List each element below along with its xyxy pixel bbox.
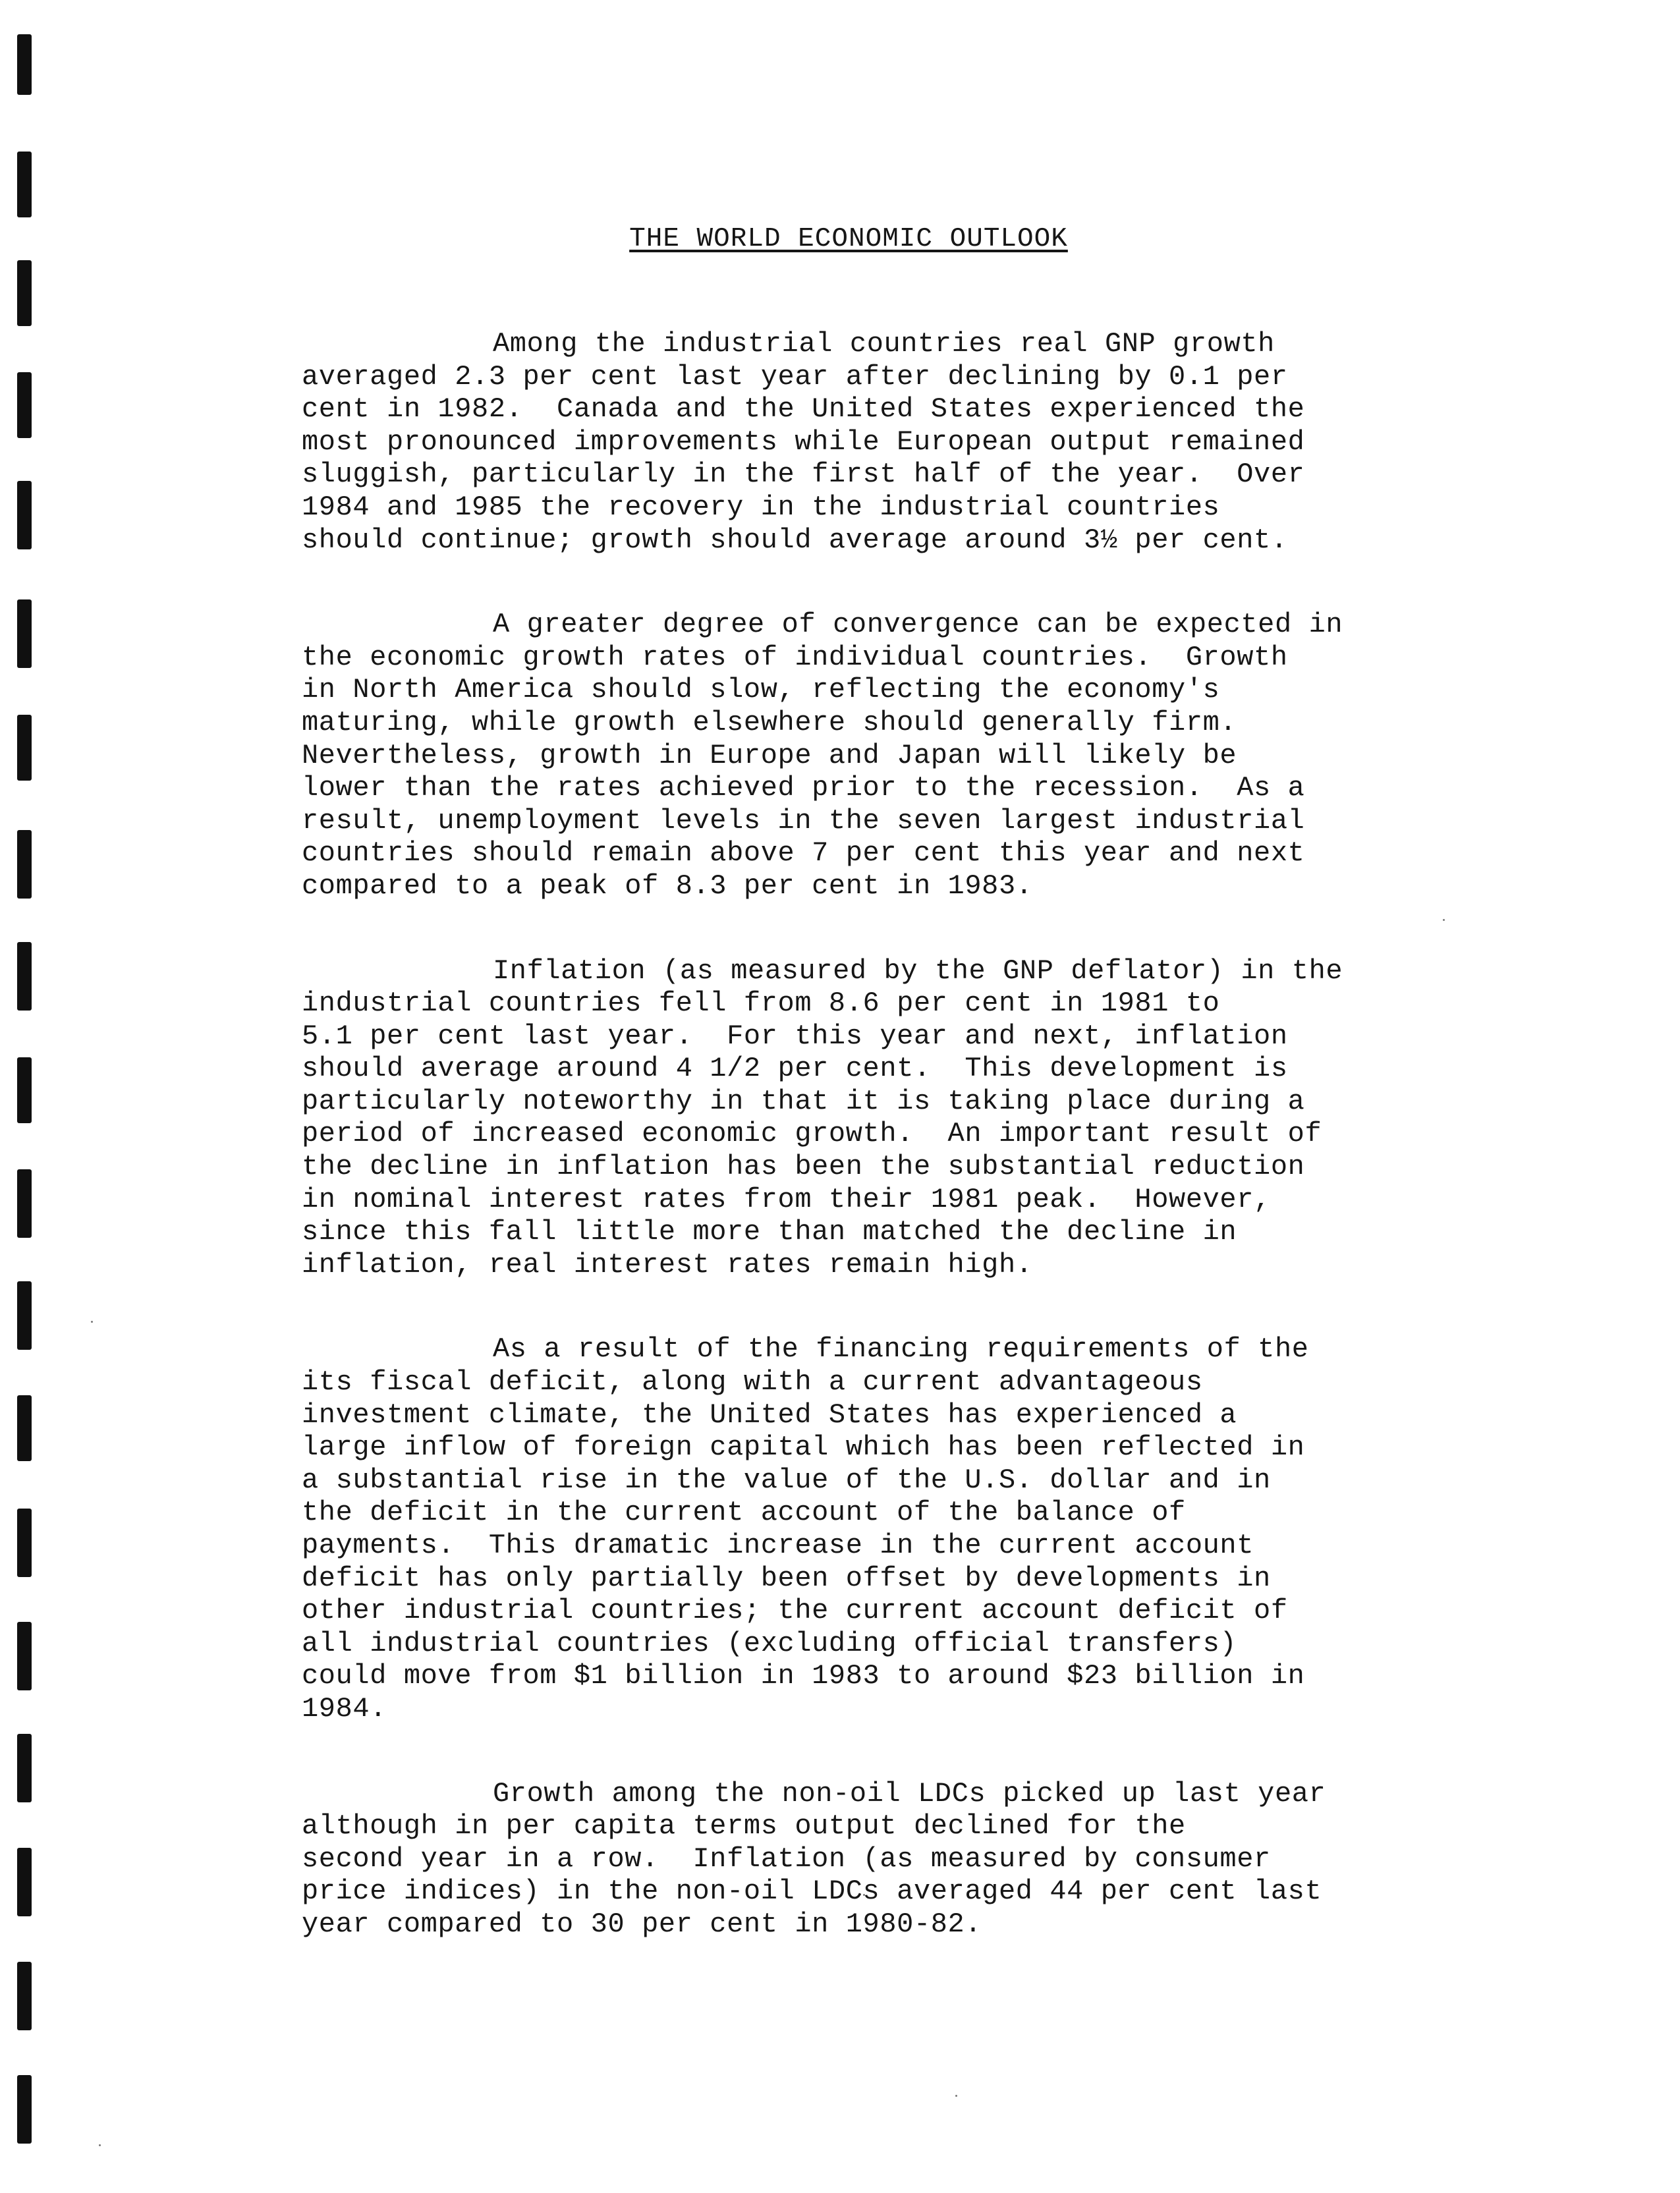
text-line: most pronounced improvements while European output remained [302, 426, 1305, 458]
text-line: in nominal interest rates from their 1981 peak. However, [302, 1183, 1271, 1215]
text-line: since this fall little more than matched the decline in [302, 1216, 1237, 1248]
binder-mark [17, 1622, 32, 1690]
text-line: second year in a row. Inflation (as measured by consumer [302, 1843, 1271, 1875]
binder-mark [17, 715, 32, 781]
text-line: Inflation (as measured by the GNP deflator) in the [493, 955, 1343, 987]
text-line: lower than the rates achieved prior to the recession. As a [302, 772, 1305, 804]
binder-marks [0, 0, 40, 2193]
text-line: industrial countries fell from 8.6 per cent in 1981 to [302, 987, 1220, 1020]
text-line: payments. This dramatic increase in the current account [302, 1530, 1254, 1561]
document-page [302, 224, 1481, 1993]
binder-mark [17, 942, 32, 1011]
text-line: a substantial rise in the value of the U.S. dollar and in [302, 1464, 1271, 1496]
text-line: sluggish, particularly in the first half of the year. Over [302, 458, 1305, 491]
text-line: all industrial countries (excluding official transfers) [302, 1627, 1237, 1659]
text-line: 1984 and 1985 the recovery in the industrial countries [302, 491, 1220, 523]
text-line: other industrial countries; the current account deficit of [302, 1595, 1288, 1627]
text-line: should continue; growth should average around 3½ per cent. [302, 524, 1288, 556]
binder-mark [17, 1057, 32, 1123]
text-line: in North America should slow, reflecting the economy's [302, 674, 1220, 706]
binder-mark [17, 1962, 32, 2030]
binder-mark [17, 1848, 32, 1916]
text-line: Growth among the non-oil LDCs picked up last year [493, 1777, 1326, 1810]
binder-mark [17, 2075, 32, 2144]
text-line: result, unemployment levels in the seven largest industrial [302, 804, 1305, 837]
paragraph [302, 328, 1481, 557]
binder-mark [17, 1509, 32, 1577]
text-line: Among the industrial countries real GNP growth [493, 328, 1275, 360]
paragraph [302, 955, 1481, 1282]
text-line: maturing, while growth elsewhere should generally firm. [302, 706, 1237, 738]
binder-mark [17, 1395, 32, 1461]
text-line: compared to a peak of 8.3 per cent in 1983. [302, 870, 1033, 902]
binder-mark [17, 260, 32, 326]
text-line: its fiscal deficit, along with a current advantageous [302, 1366, 1203, 1399]
text-line: the economic growth rates of individual countries. Growth [302, 641, 1288, 673]
paragraph [302, 609, 1481, 902]
binder-mark [17, 1734, 32, 1802]
text-line: price indices) in the non-oil LDCs averaged 44 per cent last [302, 1875, 1322, 1908]
text-line: A greater degree of convergence can be expected in [493, 609, 1343, 641]
binder-mark [17, 372, 32, 438]
text-line: cent in 1982. Canada and the United States experienced the [302, 393, 1305, 426]
text-line: particularly noteworthy in that it is taking place during a [302, 1085, 1305, 1117]
text-line: although in per capita terms output declined for the [302, 1810, 1186, 1843]
text-line: As a result of the financing requirements of the [493, 1333, 1309, 1366]
paragraph [302, 1333, 1481, 1725]
text-line: averaged 2.3 per cent last year after declining by 0.1 per [302, 360, 1288, 393]
binder-mark [17, 1281, 32, 1350]
text-line: inflation, real interest rates remain high. [302, 1248, 1033, 1281]
binder-mark [17, 1169, 32, 1238]
binder-mark [17, 152, 32, 217]
paragraph [302, 1778, 1481, 1941]
binder-mark [17, 830, 32, 899]
text-line: 5.1 per cent last year. For this year and next, inflation [302, 1020, 1288, 1052]
binder-mark [17, 34, 32, 95]
text-line: countries should remain above 7 per cent this year and next [302, 837, 1305, 870]
text-line: Nevertheless, growth in Europe and Japan will likely be [302, 739, 1237, 771]
binder-mark [17, 481, 32, 549]
text-line: year compared to 30 per cent in 1980-82. [302, 1908, 982, 1940]
text-line: period of increased economic growth. An important result of [302, 1118, 1322, 1150]
text-line: should average around 4 1/2 per cent. This development is [302, 1053, 1288, 1085]
text-line: large inflow of foreign capital which has been reflected in [302, 1431, 1305, 1464]
binder-mark [17, 599, 32, 668]
document-title: THE WORLD ECONOMIC OUTLOOK [629, 224, 1068, 254]
text-line: could move from $1 billion in 1983 to around $23 billion in [302, 1660, 1305, 1692]
text-line: investment climate, the United States has experienced a [302, 1399, 1237, 1431]
text-line: the decline in inflation has been the substantial reduction [302, 1151, 1305, 1183]
text-line: the deficit in the current account of the balance of [302, 1497, 1186, 1529]
text-line: deficit has only partially been offset by developments in [302, 1562, 1271, 1594]
text-line: 1984. [302, 1692, 387, 1725]
